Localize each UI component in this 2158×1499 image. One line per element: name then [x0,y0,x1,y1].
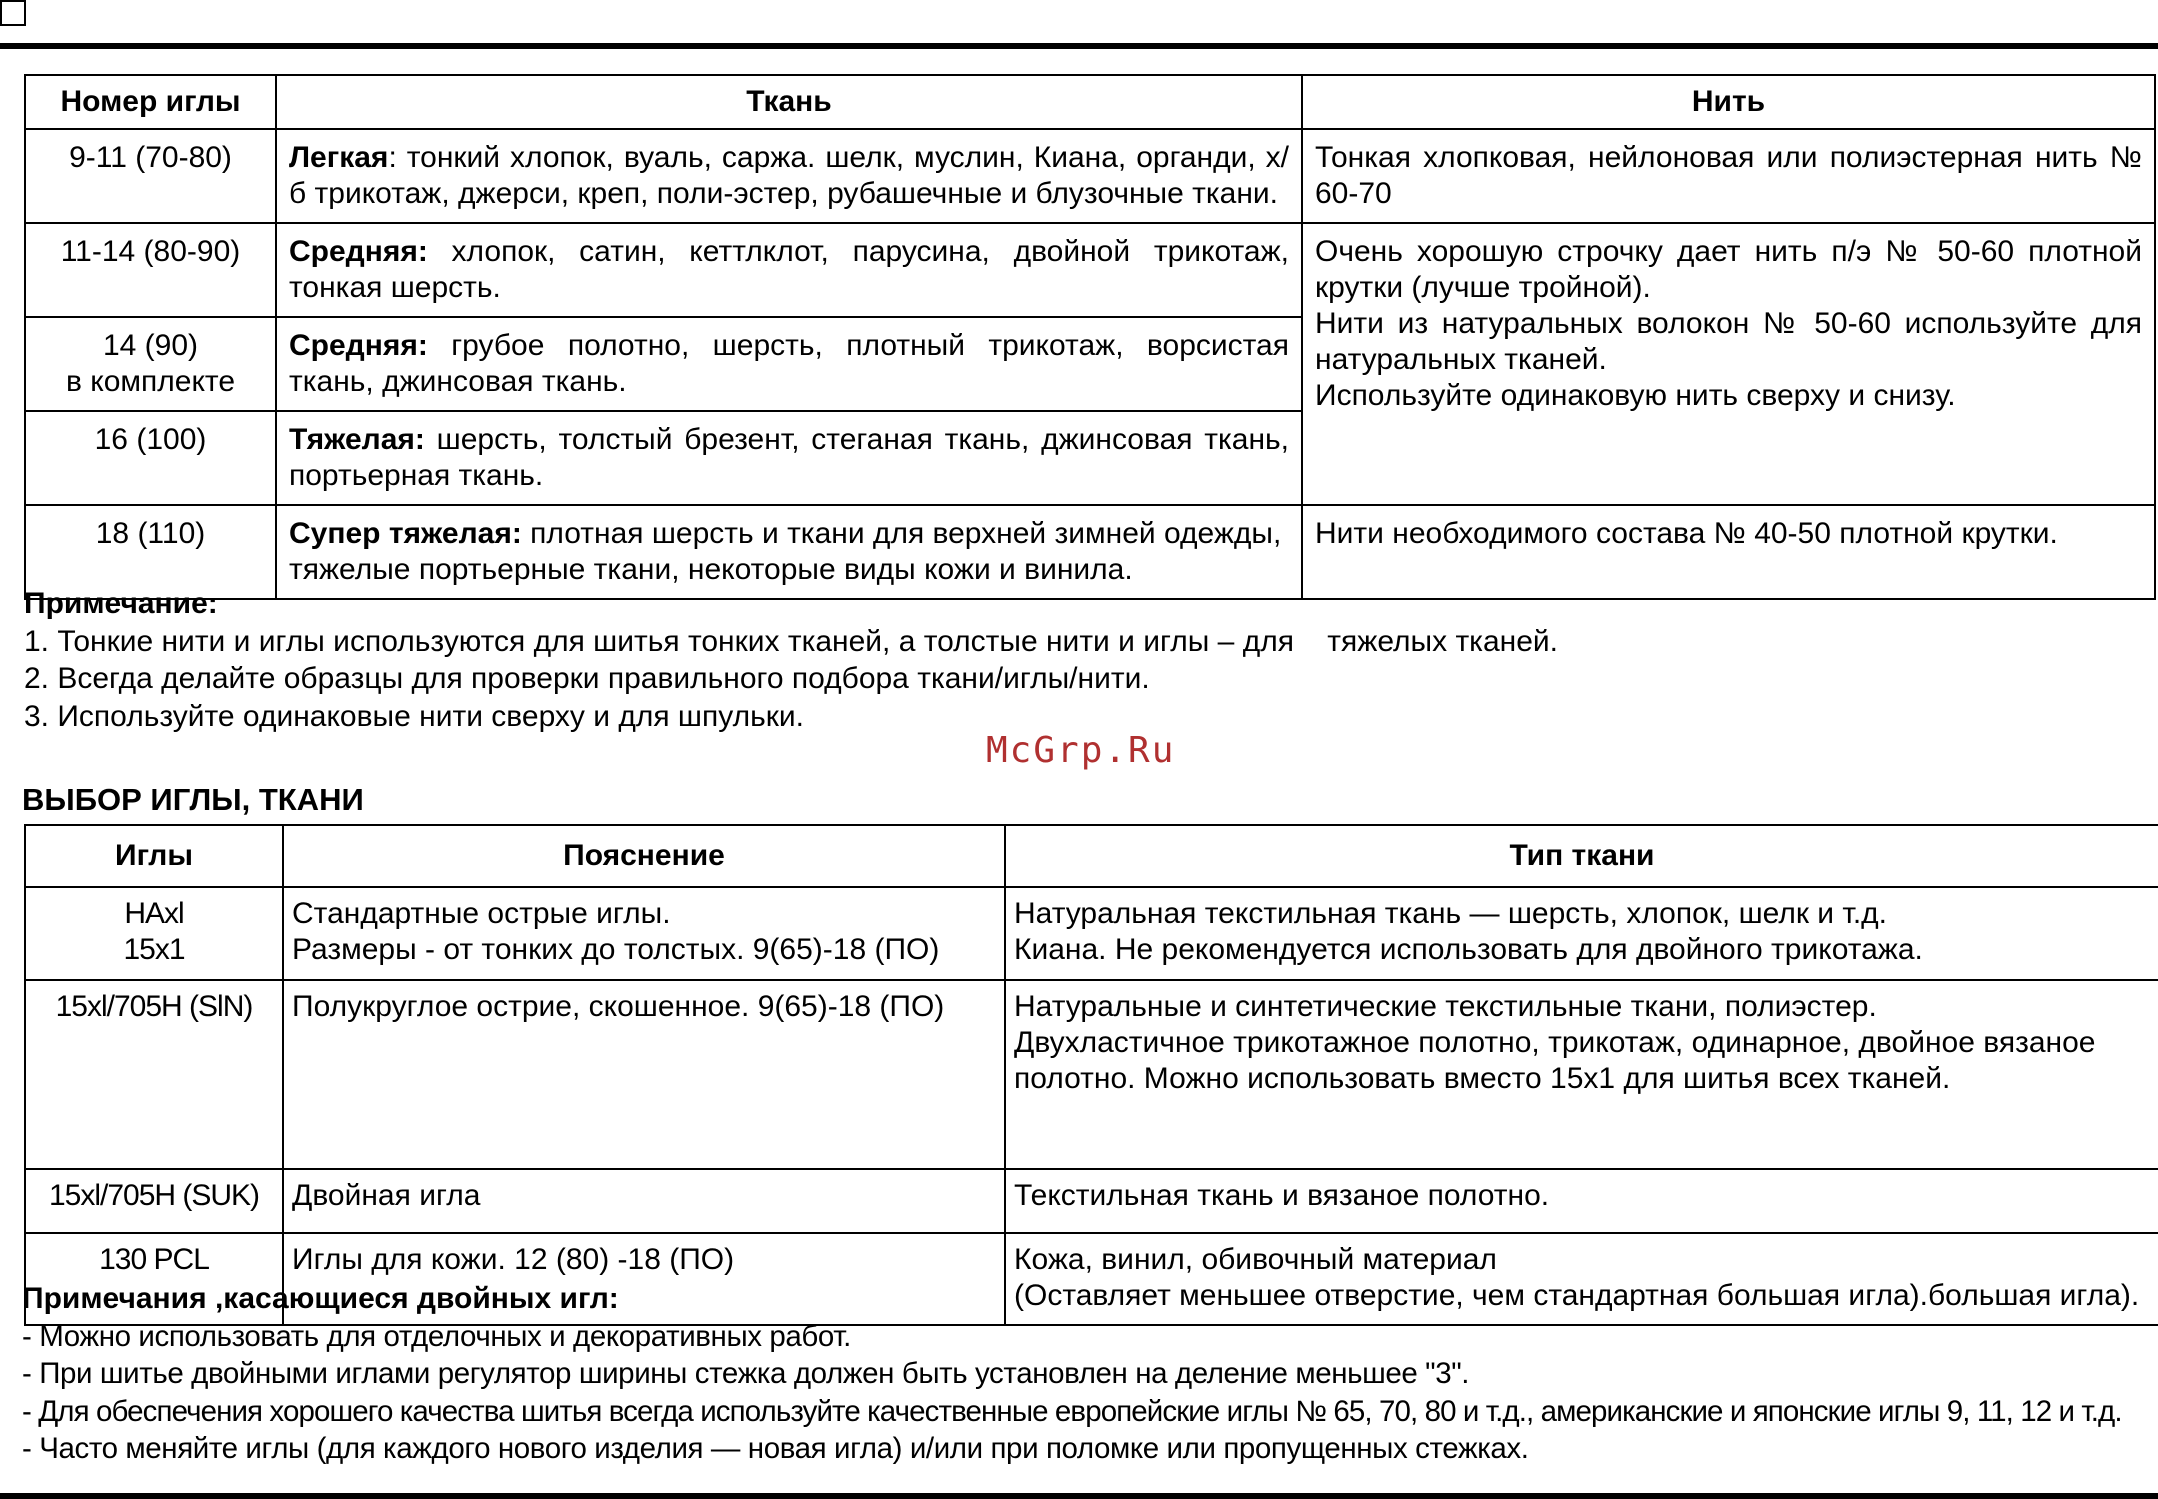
fabric-type [1005,887,2158,980]
needle-type: 15xl/705H (SUK) [25,1169,283,1233]
header-fabric: Ткань [276,75,1302,129]
needle-number: 16 (100) [25,411,276,505]
watermark: McGrp.Ru [986,730,1176,771]
fabric-type-line: полотно. Можно использовать вместо 15x1 для шитья всех тканей. [1014,1062,1951,1095]
fabric-type-line: Натуральная текстильная ткань — шерсть, хлопок, шелк и т.д. [1014,897,1887,930]
thread-description: Нити необходимого состава № 40-50 плотной крутки. [1302,505,2155,599]
fabric-type-line: Кожа, винил, обивочный материал [1014,1243,1497,1276]
table-row [25,887,2158,980]
needle-type-line: HAxl [124,897,184,930]
table-row [25,980,2158,1169]
needle-type: 15xl/705H (SlN) [25,980,283,1169]
note-line: - Можно использовать для отделочных и декоративных работ. [22,1319,851,1353]
explanation-line: Размеры - от тонких до толстых. 9(65)-18 (ПО) [292,933,940,966]
needle-number: 18 (110) [25,505,276,599]
needle-explanation: Иглы для кожи. 12 (80) -18 (ПО) [283,1233,1005,1325]
needle-number: 9-11 (70-80) [25,129,276,223]
fabric-description [276,411,1302,505]
fabric-list: хлопок, сатин, кеттлклот, парусина, двойной трикотаж, тонкая шерсть. [289,235,1289,304]
checkbox-marker [0,0,26,26]
fabric-weight: Тяжелая: [289,423,425,456]
needle-type: 130 PCL [25,1233,283,1325]
fabric-type [1005,980,2158,1169]
needle-type-line: 15x1 [123,933,185,966]
needle-fabric-thread-table [24,74,2156,600]
section-title: ВЫБОР ИГЛЫ, ТКАНИ [22,782,364,817]
fabric-description [276,317,1302,411]
header-needle-number: Номер иглы [25,75,276,129]
needle-number: 11-14 (80-90) [25,223,276,317]
thread-description [1302,223,2155,505]
table-row [25,129,2155,223]
fabric-weight: Супер тяжелая: [289,517,522,550]
note-line: - При шитье двойными иглами регулятор ширины стежка должен быть установлен на деление меньшее "3". [22,1357,1470,1390]
needle-number-note: в комплекте [65,365,236,398]
header-fabric-type: Тип ткани [1005,825,2158,887]
needle-selection-table [24,824,2158,1326]
fabric-type-line: (Оставляет меньшее отверстие, чем стандартная большая игла).большая игла). [1014,1279,2140,1312]
explanation-line: Стандартные острые иглы. [292,897,671,930]
header-explanation: Пояснение [283,825,1005,887]
fabric-description [276,129,1302,223]
fabric-type: Текстильная ткань и вязаное полотно. [1005,1169,2158,1233]
fabric-weight: Средняя: [289,329,428,362]
header-needles: Иглы [25,825,283,887]
fabric-type-line: Двухластичное трикотажное полотно, трикотаж, одинарное, двойное вязаное [1014,1026,2096,1059]
needle-number [25,317,276,411]
needle-explanation: Двойная игла [283,1169,1005,1233]
fabric-list: : тонкий хлопок, вуаль, саржа. шелк, муслин, Киана, органди, х/б трикотаж, джерси, креп, поли-эстер, рубашечные и блузочные ткани. [289,141,1289,210]
bottom-rule [0,1493,2158,1499]
note-line: 3. Используйте одинаковые нити сверху и для шпульки. [24,699,804,733]
note-line: - Для обеспечения хорошего качества шитья всегда используйте качественные европейские иглы № 65, 70, 80 и т.д., американские и японские иглы 9, 11, 12 и т.д. [22,1394,2122,1428]
thread-line: Нити из натуральных волокон № 50-60 используйте для натуральных тканей. [1315,307,2142,376]
table-row [25,1169,2158,1233]
needle-explanation: Полукруглое острие, скошенное. 9(65)-18 (ПО) [283,980,1005,1169]
top-rule [0,43,2158,49]
note-block [24,585,1558,735]
fabric-description [276,223,1302,317]
thread-line: Очень хорошую строчку дает нить п/э № 50-60 плотной крутки (лучше тройной). [1315,235,2142,304]
thread-description: Тонкая хлопковая, нейлоновая или полиэстерная нить № 60-70 [1302,129,2155,223]
fabric-list: грубое полотно, шерсть, плотный трикотаж, ворсистая ткань, джинсовая ткань. [289,329,1289,398]
note-title: Примечание: [24,587,218,620]
needle-number-line: 14 (90) [102,329,199,362]
needle-type [25,887,283,980]
needle-explanation [283,887,1005,980]
note-line: 1. Тонкие нити и иглы используются для шитья тонких тканей, а толстые нити и иглы – для тяжелых тканей. [24,624,1558,658]
fabric-list: плотная шерсть и ткани для верхней зимней одежды, тяжелые портьерные ткани, некоторые виды кожи и винила. [289,517,1282,586]
note-title: Примечания ,касающиеся двойных игл: [22,1282,619,1315]
twin-needle-notes [22,1280,2122,1468]
thread-line: Используйте одинаковую нить сверху и снизу. [1315,379,1956,412]
header-thread: Нить [1302,75,2155,129]
table-row [25,223,2155,317]
fabric-type-line: Натуральные и синтетические текстильные ткани, полиэстер. [1014,990,1877,1023]
fabric-type-line: Киана. Не рекомендуется использовать для двойного трикотажа. [1014,933,1923,966]
note-line: 2. Всегда делайте образцы для проверки правильного подбора ткани/иглы/нити. [24,662,1150,695]
table-header-row [25,825,2158,887]
fabric-weight: Средняя: [289,235,428,268]
fabric-weight: Легкая [289,141,389,174]
note-line: - Часто меняйте иглы (для каждого нового изделия — новая игла) и/или при поломке или пропущенных стежках. [22,1432,1529,1465]
table-header-row [25,75,2155,129]
fabric-list: шерсть, толстый брезент, стеганая ткань, джинсовая ткань, портьерная ткань. [289,423,1289,492]
